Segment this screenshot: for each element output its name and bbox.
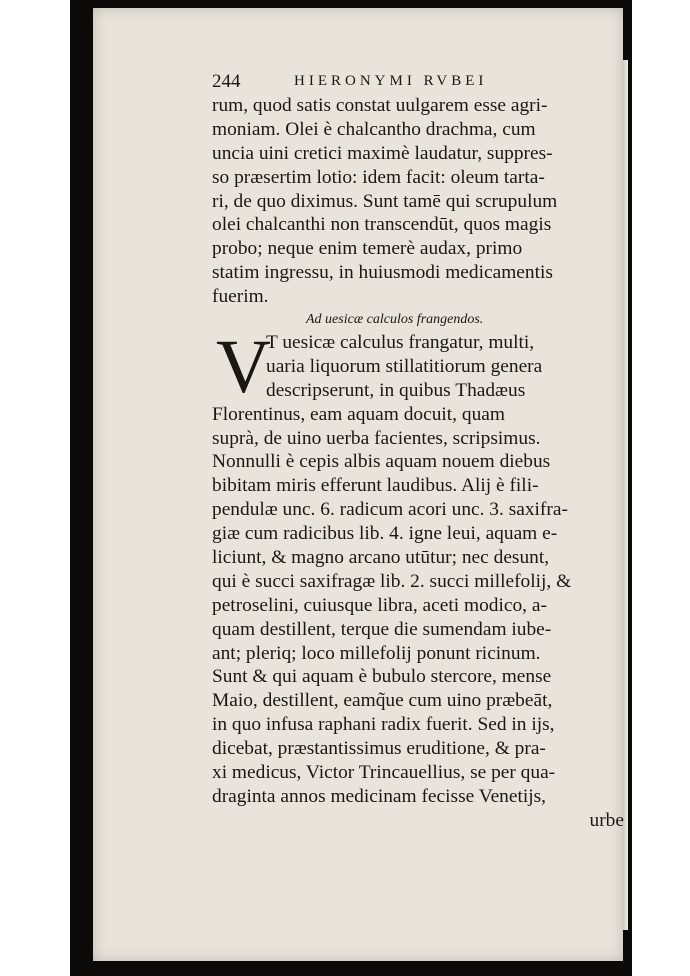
running-title: HIERONYMI RVBEI (294, 73, 488, 89)
text-line: suprà, de uino uerba facientes, scripsimus. (212, 427, 541, 449)
text-line: olei chalcanthi non transcendūt, quos magis (212, 214, 552, 236)
text-line: moniam. Olei è chalcantho drachma, cum (212, 118, 536, 140)
text-line: Florentinus, eam aquam docuit, quam (212, 403, 505, 425)
text-line: probo; neque enim temerè audax, primo (212, 238, 523, 260)
text-line: bibitam miris efferunt laudibus. Alij è fili- (212, 475, 539, 497)
text-line: fuerim. (212, 286, 269, 308)
catchword: urbe (589, 809, 624, 831)
text-line: statim ingressu, in huiusmodi medicamentis (212, 262, 553, 284)
text-line: giæ cum radicibus lib. 4. igne leui, aquam e- (212, 523, 558, 545)
text-line: quam destillent, terque die sumendam iube- (212, 618, 552, 640)
paragraph-2 (212, 325, 624, 833)
text-line: so præsertim lotio: idem facit: oleum tarta- (212, 166, 545, 188)
text-line: ri, de quo diximus. Sunt tamē qui scrupulum (212, 190, 558, 212)
text-line: uaria liquorum stillatitiorum genera (266, 355, 543, 377)
text-line: in quo infusa raphani radix fuerit. Sed in ijs, (212, 714, 555, 736)
text-line: dicebat, præstantissimus eruditione, & pra- (212, 738, 546, 760)
drop-cap: V (216, 325, 271, 410)
text-line: qui è succi saxifragæ lib. 2. succi millefolij, & (212, 570, 572, 592)
text-line: petroselini, cuiusque libra, aceti modico, a- (212, 594, 547, 616)
text-line: T uesicæ calculus frangatur, multi, (266, 332, 535, 354)
page-header (212, 70, 624, 94)
paragraph-1 (212, 94, 624, 309)
text-line: xi medicus, Victor Trincauellius, se per qua- (212, 762, 556, 784)
text-line: uncia uini cretici maximè laudatur, suppres- (212, 142, 553, 164)
text-line: Maio, destillent, eamq̃ue cum uino præbeāt, (212, 690, 553, 712)
text-line: pendulæ unc. 6. radicum acori unc. 3. saxifra- (212, 499, 568, 521)
text-line: descripserunt, in quibus Thadæus (266, 379, 526, 401)
section-heading: Ad uesicæ calculos frangendos. (306, 312, 484, 328)
text-line: rum, quod satis constat uulgarem esse agri- (212, 95, 548, 116)
text-line: ant; pleriq; loco millefolij ponunt ricinum. (212, 642, 541, 664)
text-line: liciunt, & magno arcano utūtur; nec desunt, (212, 547, 550, 569)
text-line: Nonnulli è cepis albis aquam nouem diebus (212, 451, 551, 473)
page-text (212, 70, 624, 833)
text-line: Sunt & qui aquam è bubulo stercore, mense (212, 666, 552, 688)
text-line: draginta annos medicinam fecisse Venetijs, (212, 785, 547, 807)
page-number: 244 (212, 71, 241, 92)
